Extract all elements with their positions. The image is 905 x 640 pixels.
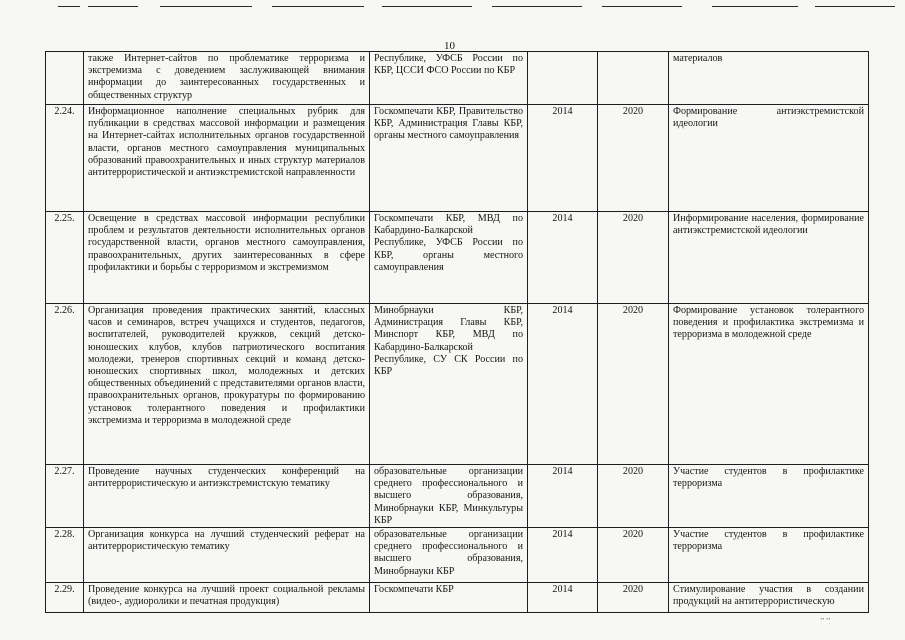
end-year-cell: 2020: [598, 304, 669, 465]
row-number: 2.26.: [46, 304, 84, 465]
executors-cell: Минобрнауки КБР, Администрация Главы КБР, Минспорт КБР, МВД по Кабардино-Балкарской Республике, СУ СК России по КБР: [370, 304, 528, 465]
start-year-cell: 2014: [528, 105, 598, 212]
top-rule-6: [492, 6, 582, 7]
start-year-cell: [528, 52, 598, 105]
top-rule-3: [160, 6, 252, 7]
plan-table-wrap: [45, 51, 868, 613]
result-cell: Информирование населения, формирование антиэкстремистской идеологии: [669, 212, 869, 304]
table-row: [46, 304, 869, 465]
end-year-cell: 2020: [598, 583, 669, 613]
row-number: [46, 52, 84, 105]
start-year-cell: 2014: [528, 304, 598, 465]
footer-mark: ‚, ‚‚: [820, 613, 831, 621]
table-row: [46, 528, 869, 583]
executors-cell: образовательные организации среднего профессионального и высшего образования, Минобрнауки КБР, Минкультуры КБР: [370, 465, 528, 528]
result-cell: Участие студентов в профилактике терроризма: [669, 528, 869, 583]
result-cell: Формирование установок толерантного поведения и профилактика экстремизма и терроризма в молодежной среде: [669, 304, 869, 465]
end-year-cell: [598, 52, 669, 105]
result-cell: материалов: [669, 52, 869, 105]
executors-cell: Республике, УФСБ России по КБР, ЦССИ ФСО России по КБР: [370, 52, 528, 105]
end-year-cell: 2020: [598, 465, 669, 528]
executors-cell: Госкомпечати КБР, Правительство КБР, Администрация Главы КБР, органы местного самоуправления: [370, 105, 528, 212]
result-cell: Формирование антиэкстремистской идеологии: [669, 105, 869, 212]
top-rule-7: [602, 6, 682, 7]
row-number: 2.27.: [46, 465, 84, 528]
end-year-cell: 2020: [598, 105, 669, 212]
end-year-cell: 2020: [598, 528, 669, 583]
executors-cell: Госкомпечати КБР: [370, 583, 528, 613]
event-cell: Организация конкурса на лучший студенческий реферат на антитеррористическую тематику: [84, 528, 370, 583]
table-row: [46, 105, 869, 212]
top-rule-4: [272, 6, 364, 7]
page-number: 10: [444, 40, 455, 52]
start-year-cell: 2014: [528, 212, 598, 304]
result-cell: Участие студентов в профилактике терроризма: [669, 465, 869, 528]
top-rule-5: [382, 6, 472, 7]
plan-table: [45, 51, 869, 613]
top-rule-8: [712, 6, 798, 7]
start-year-cell: 2014: [528, 465, 598, 528]
start-year-cell: 2014: [528, 583, 598, 613]
event-cell: Проведение конкурса на лучший проект социальной рекламы (видео-, аудиоролики и печатная продукция): [84, 583, 370, 613]
table-row: [46, 52, 869, 105]
event-cell: Информационное наполнение специальных рубрик для публикации в средствах массовой информации и размещения на Интернет-сайтах исполнительных органов государственной власти, органов местного самоуправления муниципальных образований правоохранительных и иных структур материалов антитеррористической и антиэкстремистской направленности: [84, 105, 370, 212]
end-year-cell: 2020: [598, 212, 669, 304]
row-number: 2.24.: [46, 105, 84, 212]
row-number: 2.28.: [46, 528, 84, 583]
top-rule-2: [88, 6, 138, 7]
event-cell: Проведение научных студенческих конференций на антитеррористическую и антиэкстремистскую тематику: [84, 465, 370, 528]
event-cell: также Интернет-сайтов по проблематике терроризма и экстремизма с доведением заслуживающей внимания информации до заинтересованных государственных и общественных структур: [84, 52, 370, 105]
result-cell: Стимулирование участия в создании продукций на антитеррористическую: [669, 583, 869, 613]
table-row: [46, 212, 869, 304]
top-rule-1: [58, 6, 80, 7]
start-year-cell: 2014: [528, 528, 598, 583]
executors-cell: Госкомпечати КБР, МВД по Кабардино-Балкарской Республике, УФСБ России по КБР, органы местного самоуправления: [370, 212, 528, 304]
event-cell: Организация проведения практических занятий, классных часов и семинаров, встреч учащихся и студентов, педагогов, воспитателей, руководителей кружков, секций детско-юношеских клубов, клубов патриотического воспитания молодежи, тренеров спортивных секций и команд детско-юношеских спортивных школ, молодежных и детских общественных объединений с представителями органов власти, правоохранительных органов, прокуратуры по формированию установок толерантного поведения и профилактики экстремизма и терроризма в молодежной среде: [84, 304, 370, 465]
top-rule-9: [815, 6, 895, 7]
row-number: 2.25.: [46, 212, 84, 304]
table-row: [46, 465, 869, 528]
table-row: [46, 583, 869, 613]
executors-cell: образовательные организации среднего профессионального и высшего образования, Минобрнауки КБР: [370, 528, 528, 583]
event-cell: Освещение в средствах массовой информации республики проблем и результатов деятельности исполнительных органов государственной власти, органов местного самоуправления, правоохранительных, других заинтересованных в сфере профилактики и борьбы с терроризмом и экстремизмом: [84, 212, 370, 304]
row-number: 2.29.: [46, 583, 84, 613]
